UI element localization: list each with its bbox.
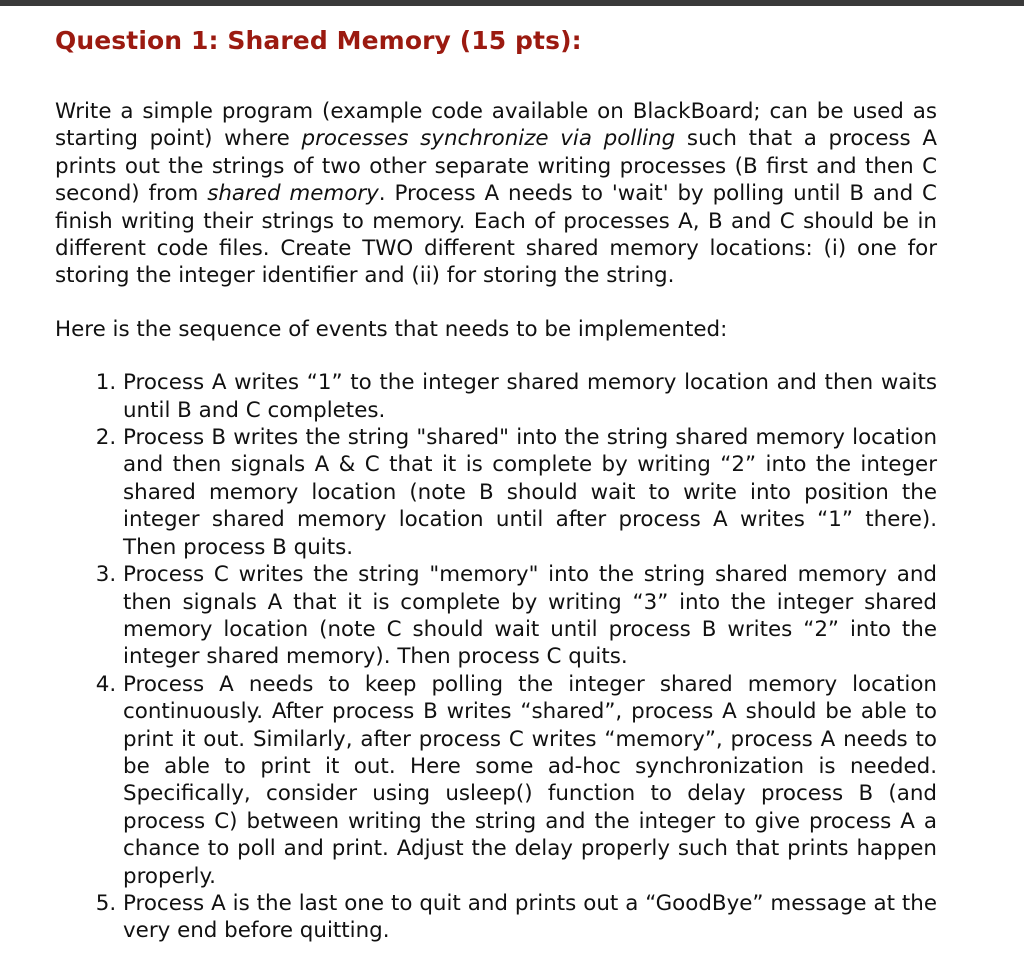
question-title: Question 1: Shared Memory (15 pts): (55, 26, 582, 55)
intro-emphasis-shared-memory: shared memory (207, 181, 379, 207)
steps-list (55, 369, 937, 945)
step-item: 1. Process A writes “1” to the integer shared memory location and then waits until B and C completes. (123, 369, 937, 424)
intro-text-3: . Process A needs to 'wait' by polling until B and C finish writing their strings to memory. Each of processes A, B and C should be in different code files. Create TWO different shared memory locations: (i) one for storing the integer identifier and (ii) for storing the string. (55, 181, 937, 289)
document-body (55, 22, 937, 945)
intro-text-2: such that a process A prints out the strings of two other separate writing processes (B first and then C second) from (55, 126, 937, 207)
step-item: 2. Process B writes the string "shared" into the string shared memory location and then signals A & C that it is complete by writing “2” into the integer shared memory location (note B should wait to write into position the integer shared memory location until after process A writes “1” there). Then process B quits. (123, 424, 937, 561)
step-item: 3. Process C writes the string "memory" into the string shared memory and then signals A that it is complete by writing “3” into the integer shared memory location (note C should wait until process B writes “2” into the integer shared memory). Then process C quits. (123, 561, 937, 671)
intro-text-1: Write a simple program (example code available on BlackBoard; can be used as starting point) where (55, 99, 937, 152)
step-item: 4. Process A needs to keep polling the integer shared memory location continuously. After process B writes “shared”, process A should be able to print it out. Similarly, after process C writes “memory”, process A needs to be able to print it out. Here some ad-hoc synchronization is needed. Specifically, consider using usleep() function to delay process B (and process C) between writing the string and the integer to give process A a chance to poll and print. Adjust the delay properly such that prints happen properly. (123, 671, 937, 890)
sequence-heading: Here is the sequence of events that needs to be implemented: (55, 316, 728, 342)
step-item: 5. Process A is the last one to quit and prints out a “GoodBye” message at the very end before quitting. (123, 890, 937, 945)
intro-paragraph (55, 98, 937, 290)
intro-emphasis-polling: processes synchronize via polling (301, 126, 676, 152)
top-border (0, 0, 1024, 6)
